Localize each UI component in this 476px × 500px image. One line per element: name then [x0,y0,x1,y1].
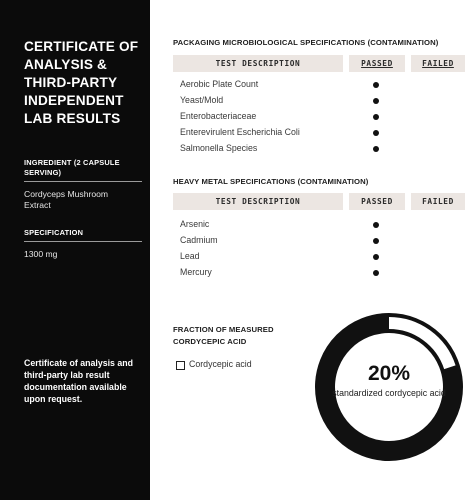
specification-divider [24,241,142,242]
metal-passed-dot [373,238,379,244]
metal-header-passed [349,193,405,210]
fraction-title: FRACTION OF MEASURED CORDYCEPIC ACID [173,325,274,346]
metal-section-title: HEAVY METAL SPECIFICATIONS (CONTAMINATION) [173,177,369,186]
micro-header-passed-text: PASSED [361,59,393,68]
micro-passed-dot [373,98,379,104]
fraction-percent: 20% [367,362,411,385]
donut-fraction-segment [389,323,450,367]
metal-header-failed-text: FAILED [422,197,454,206]
micro-header-failed [411,55,465,72]
availability-note: Certificate of analysis and third-party lab result documentation available upon request. [24,358,134,404]
fraction-donut [314,312,464,462]
metal-header-failed [411,193,465,210]
micro-row-label: Enterobacteriaceae [180,111,257,121]
micro-row-label: Yeast/Mold [180,95,224,105]
specification-label: SPECIFICATION [24,228,84,237]
micro-header-test [173,55,343,72]
legend-label: Cordycepic acid [189,359,252,369]
micro-passed-dot [373,114,379,120]
micro-passed-dot [373,146,379,152]
metal-passed-dot [373,270,379,276]
micro-row-label: Salmonella Species [180,143,258,153]
metal-passed-dot [373,254,379,260]
ingredient-label: INGREDIENT (2 CAPSULE SERVING) [24,158,120,177]
micro-row-label: Enterevirulent Escherichia Coli [180,127,300,137]
ingredient-value: Cordyceps Mushroom Extract [24,189,109,210]
fraction-subtitle: standardized cordycepic acid [332,388,446,398]
metal-row-label: Lead [180,251,200,261]
micro-row-label: Aerobic Plate Count [180,79,259,89]
certificate-title: CERTIFICATE OF ANALYSIS & THIRD-PARTY INDEPENDENT LAB RESULTS [24,39,139,126]
micro-header-passed [349,55,405,72]
micro-section-title: PACKAGING MICROBIOLOGICAL SPECIFICATIONS (CONTAMINATION) [173,38,439,47]
sidebar-panel [0,0,150,500]
micro-passed-dot [373,130,379,136]
metal-row-label: Mercury [180,267,212,277]
specification-value: 1300 mg [24,249,58,259]
ingredient-divider [24,181,142,182]
metal-header-test-text: TEST DESCRIPTION [215,197,301,206]
metal-header-test [173,193,343,210]
metal-row-label: Cadmium [180,235,218,245]
micro-header-test-text: TEST DESCRIPTION [215,59,301,68]
metal-row-label: Arsenic [180,219,210,229]
micro-passed-dot [373,82,379,88]
legend-swatch [176,361,185,370]
micro-header-failed-text: FAILED [422,59,454,68]
metal-passed-dot [373,222,379,228]
metal-header-passed-text: PASSED [361,197,393,206]
